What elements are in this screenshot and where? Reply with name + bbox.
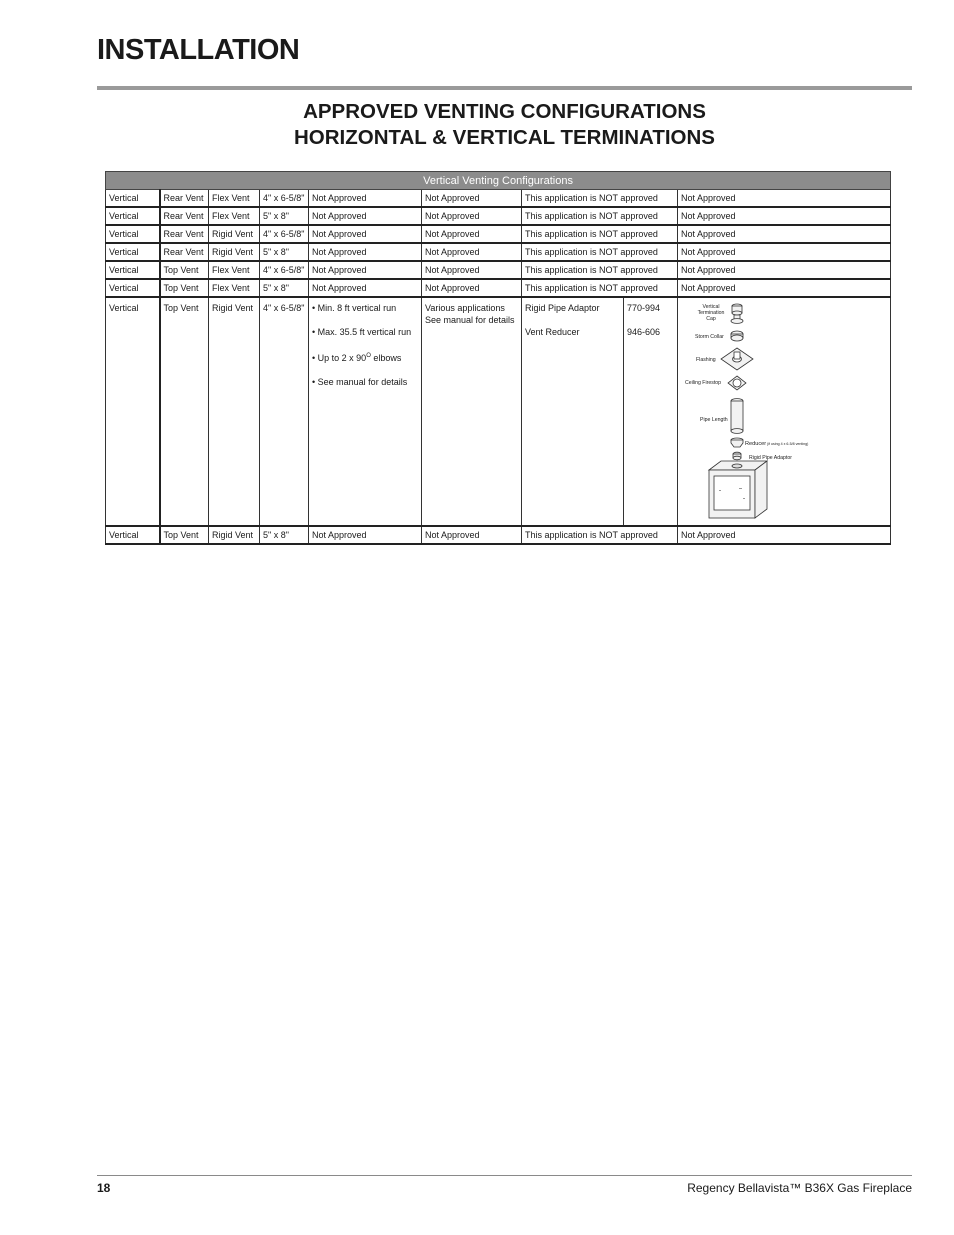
diagram-cell: Not Approved — [678, 279, 891, 297]
requirements-cell: Not Approved — [309, 279, 422, 297]
parts-cell: This application is NOT approved — [522, 526, 678, 544]
diagram-cell: Not Approved — [678, 225, 891, 243]
requirement-note: • Up to 2 x $90^O$ elbows — [312, 353, 402, 363]
size-cell: 4" x 6-5/8" — [260, 261, 309, 279]
part-name: Vent Reducer — [525, 327, 580, 337]
reducer-note: (if using 4 x 6-5/8 venting) — [767, 442, 809, 446]
applications-cell: Not Approved — [422, 261, 522, 279]
termination-cell: Vertical — [106, 243, 160, 261]
table-row — [106, 225, 891, 243]
part-name-cell — [522, 297, 624, 526]
table-caption: Vertical Venting Configurations — [106, 172, 891, 190]
part-name: Rigid Pipe Adaptor — [525, 303, 600, 313]
part-number: 770-994 — [627, 303, 661, 313]
position-cell: Rear Vent — [160, 207, 209, 225]
flashing-label: Flashing — [696, 357, 716, 363]
part-number: 946-606 — [627, 327, 661, 337]
position-cell: Rear Vent — [160, 190, 209, 208]
diagram-cell: Not Approved — [678, 207, 891, 225]
vent-type-cell: Rigid Vent — [209, 526, 260, 544]
position-cell: Top Vent — [160, 279, 209, 297]
position-cell: Rear Vent — [160, 225, 209, 243]
position-cell: Rear Vent — [160, 243, 209, 261]
vent-type-cell: Flex Vent — [209, 190, 260, 208]
table-row — [106, 526, 891, 544]
requirements-cell: Not Approved — [309, 190, 422, 208]
table-row — [106, 243, 891, 261]
applications-line: See manual for details — [425, 315, 515, 325]
applications-cell: Not Approved — [422, 207, 522, 225]
cap-label-3: Cap — [706, 316, 716, 322]
size-cell: 5" x 8" — [260, 279, 309, 297]
table-row — [106, 279, 891, 297]
section-title: INSTALLATION — [97, 34, 300, 66]
vent-type-cell: Rigid Vent — [209, 297, 260, 526]
parts-cell: This application is NOT approved — [522, 261, 678, 279]
requirement-note: • See manual for details — [312, 377, 408, 387]
requirements-cell: Not Approved — [309, 261, 422, 279]
termination-cell: Vertical — [106, 225, 160, 243]
vent-diagram-cell — [678, 297, 891, 526]
parts-cell: This application is NOT approved — [522, 190, 678, 208]
page-heading-line2: HORIZONTAL & VERTICAL TERMINATIONS — [293, 126, 715, 149]
termination-cell: Vertical — [106, 207, 160, 225]
termination-cell: Vertical — [106, 297, 160, 526]
cap-label-2: Termination — [697, 310, 725, 316]
applications-cell: Not Approved — [422, 526, 522, 544]
parts-cell: This application is NOT approved — [522, 207, 678, 225]
vent-type-cell: Rigid Vent — [209, 243, 260, 261]
requirements-cell: Not Approved — [309, 225, 422, 243]
diagram-cell: Not Approved — [678, 261, 891, 279]
size-cell: 5" x 8" — [260, 243, 309, 261]
diagram-cell: Not Approved — [678, 526, 891, 544]
applications-line: Various applications — [425, 303, 505, 313]
vent-type-cell: Flex Vent — [209, 261, 260, 279]
requirement-note: • Max. 35.5 ft vertical run — [312, 327, 412, 337]
applications-cell: Not Approved — [422, 225, 522, 243]
applications-cell: Not Approved — [422, 279, 522, 297]
size-cell: 5" x 8" — [260, 526, 309, 544]
size-cell: 5" x 8" — [260, 207, 309, 225]
table-row — [106, 261, 891, 279]
size-cell: 4" x 6-5/8" — [260, 297, 309, 526]
reducer-label: Reducer — [745, 441, 767, 447]
applications-cell: Not Approved — [422, 190, 522, 208]
vertical-vent-diagram — [681, 300, 831, 522]
title-divider — [97, 86, 912, 90]
requirements-cell: Not Approved — [309, 207, 422, 225]
parts-cell: This application is NOT approved — [522, 279, 678, 297]
pipe-length-label: Pipe Length — [700, 417, 728, 423]
firestop-label: Ceiling Firestop — [685, 380, 722, 386]
requirement-note: • Min. 8 ft vertical run — [312, 303, 397, 313]
diagram-cell: Not Approved — [678, 190, 891, 208]
cap-label-1: Vertical — [702, 304, 720, 310]
vent-type-cell: Flex Vent — [209, 279, 260, 297]
degree-mark: O — [366, 353, 371, 359]
requirements-cell: Not Approved — [309, 243, 422, 261]
size-cell: 4" x 6-5/8" — [260, 190, 309, 208]
termination-cell: Vertical — [106, 526, 160, 544]
footer-product-name: Regency Bellavista™ B36X Gas Fireplace — [687, 1181, 912, 1195]
applications-cell: Not Approved — [422, 243, 522, 261]
termination-cell: Vertical — [106, 261, 160, 279]
requirements-cell — [309, 297, 422, 526]
part-number-cell — [624, 297, 678, 526]
parts-cell: This application is NOT approved — [522, 243, 678, 261]
parts-cell: This application is NOT approved — [522, 225, 678, 243]
applications-cell — [422, 297, 522, 526]
position-cell: Top Vent — [160, 297, 209, 526]
requirements-cell: Not Approved — [309, 526, 422, 544]
footer-divider — [97, 1175, 912, 1176]
rigid-adaptor-label: Rigid Pipe Adaptor — [749, 455, 792, 461]
vent-type-cell: Flex Vent — [209, 207, 260, 225]
storm-collar-label: Storm Collar — [695, 334, 724, 340]
diagram-cell: Not Approved — [678, 243, 891, 261]
page-number: 18 — [97, 1181, 111, 1195]
vent-type-cell: Rigid Vent — [209, 225, 260, 243]
page-heading-line1: APPROVED VENTING CONFIGURATIONS — [303, 100, 706, 123]
approved-configuration-row — [106, 297, 891, 526]
table-row — [106, 190, 891, 208]
position-cell: Top Vent — [160, 261, 209, 279]
table-row — [106, 207, 891, 225]
termination-cell: Vertical — [106, 190, 160, 208]
position-cell: Top Vent — [160, 526, 209, 544]
venting-configurations-table — [105, 171, 891, 545]
size-cell: 4" x 6-5/8" — [260, 225, 309, 243]
termination-cell: Vertical — [106, 279, 160, 297]
